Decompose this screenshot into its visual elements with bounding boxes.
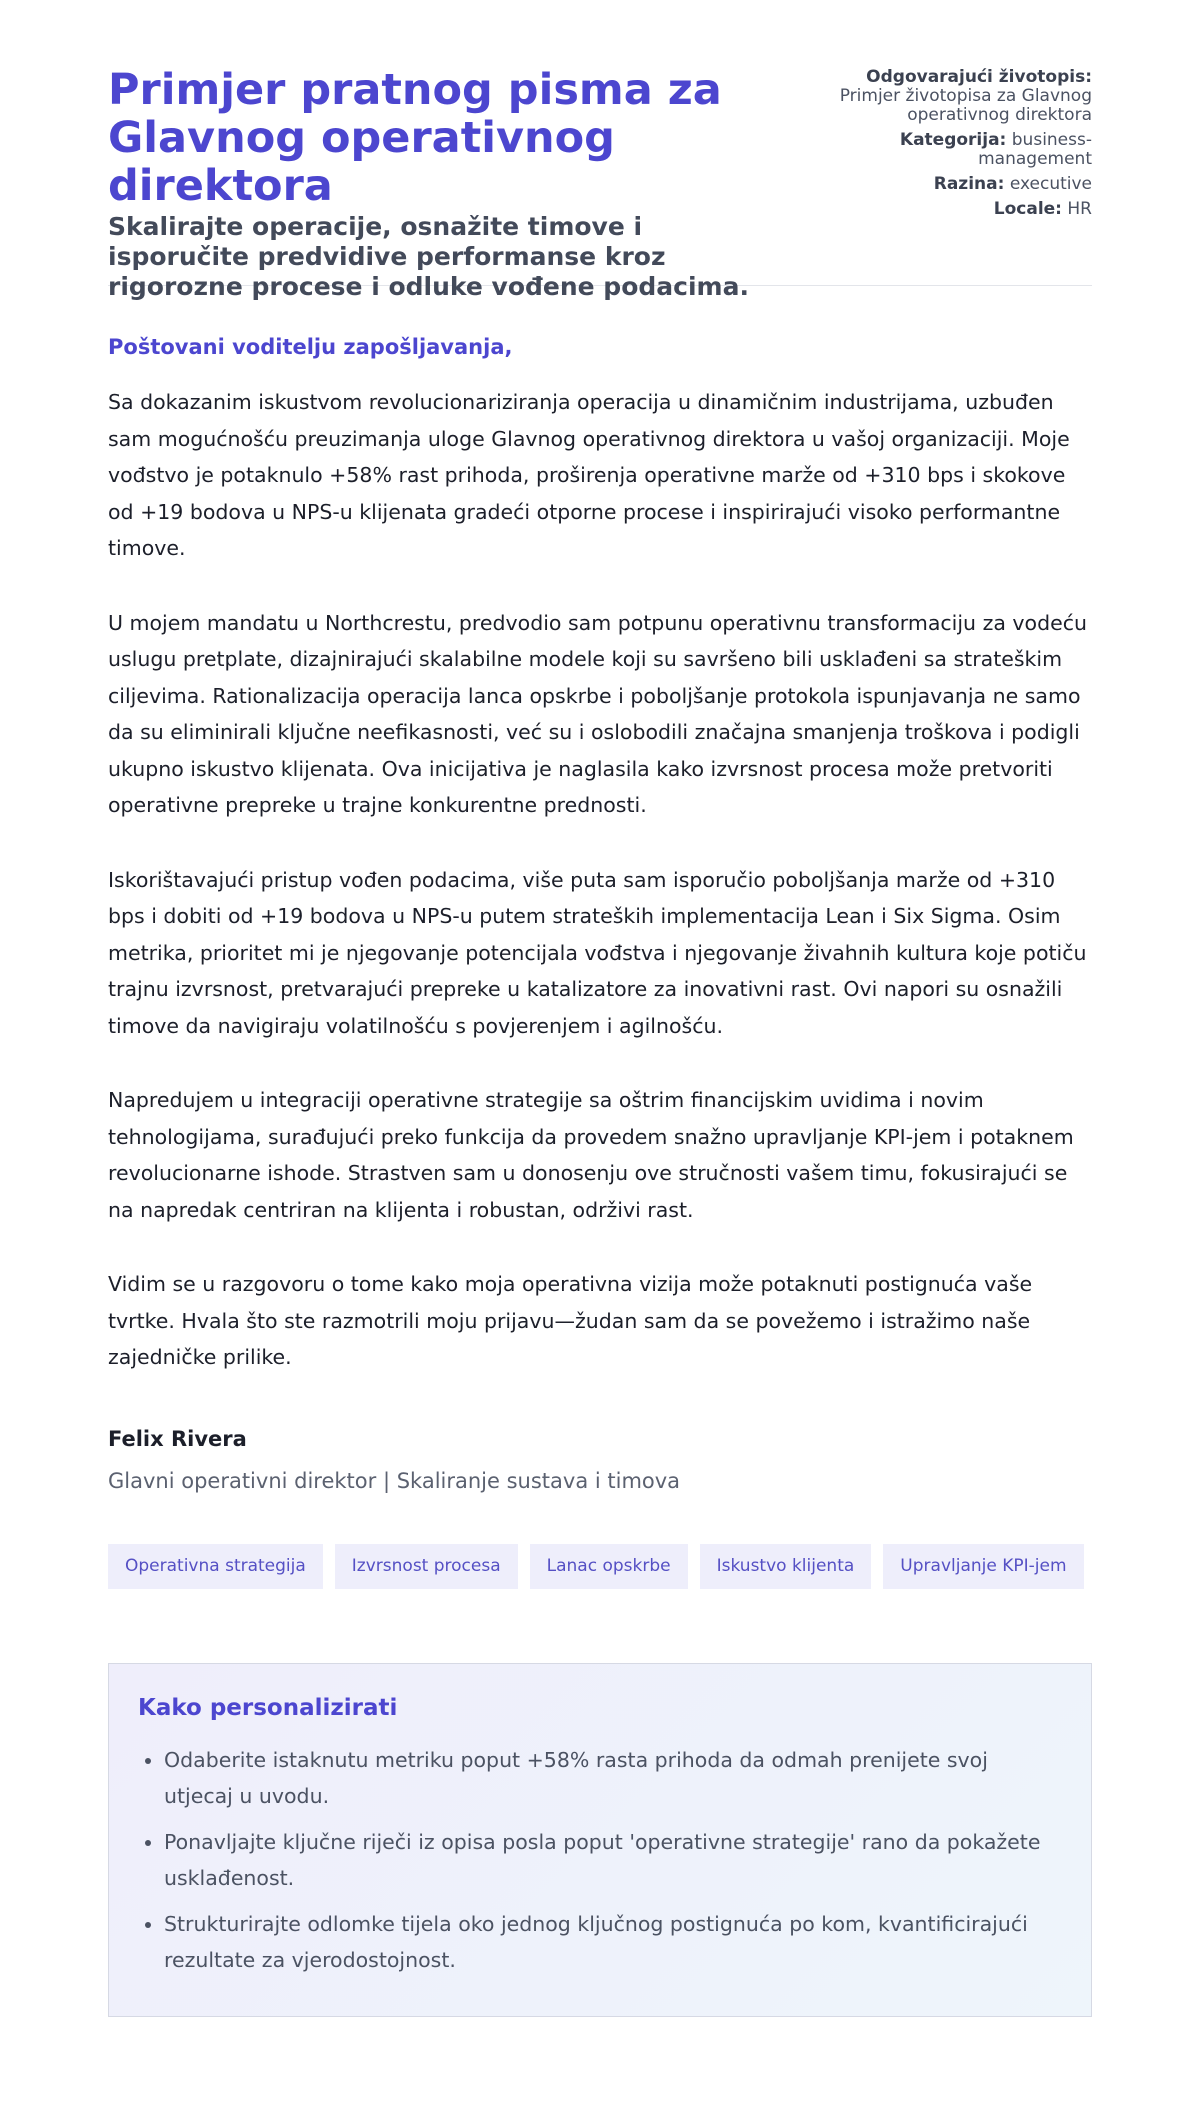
tips-list	[138, 1742, 1062, 1978]
letter-paragraph: Napredujem u integraciji operativne strategije sa oštrim financijskim uvidima i novim tehnologijama, surađujući preko funkcija da provedem snažno upravljanje KPI-jem i potaknem revolucionarne ishode. Strastven sam u donosenju ove stručnosti vašem timu, fokusirajući se na napredak centriran na klijenta i robustan, održivi rast.	[108, 1088, 1074, 1222]
skill-tag[interactable]: Operativna strategija	[108, 1544, 323, 1589]
meta-resume	[792, 68, 1092, 125]
meta-level	[792, 175, 1092, 194]
letter-paragraph: Iskorištavajući pristup vođen podacima, više puta sam isporučio poboljšanja marže od +310 bps i dobiti od +19 bodova u NPS-u putem strateških implementacija Lean i Six Sigma. Osim metrika, prioritet mi je njegovanje potencijala vođstva i njegovanje živahnih kultura koje potiču trajnu izvrsnost, pretvarajući prepreke u katalizatore za inovativni rast. Ovi napori su osnažili timove da navigiraju volatilnošću s povjerenjem i agilnošću.	[108, 867, 1087, 1038]
meta-resume-label: Odgovarajući životopis:	[866, 67, 1092, 87]
meta-panel	[792, 68, 1092, 225]
page-header	[108, 0, 1092, 301]
skill-tag[interactable]: Iskustvo klijenta	[700, 1544, 872, 1589]
skill-tag[interactable]: Lanac opskrbe	[530, 1544, 688, 1589]
meta-category	[792, 131, 1092, 169]
letter-paragraph: Vidim se u razgovoru o tome kako moja operativna vizija može potaknuti postignuća vaše tvrtke. Hvala što ste razmotrili moju prijavu—žudan sam da se povežemo i istražimo naše zajedničke prilike.	[108, 1272, 1033, 1369]
meta-locale-value: HR	[1067, 199, 1092, 219]
signature-role: Glavni operativni direktor | Skaliranje sustava i timova	[108, 1468, 681, 1493]
tips-title: Kako personalizirati	[138, 1694, 398, 1721]
page-title: Primjer pratnog pisma za Glavnog operativnog direktora	[108, 65, 722, 211]
tip-item: • Strukturirajte odlomke tijela oko jednog ključnog postignuća po kom, kvantificirajući rezultate za vjerodostojnost.	[164, 1906, 1062, 1978]
tip-item: • Odaberite istaknutu metriku poput +58% rasta prihoda da odmah prenijete svoj utjecaj u uvodu.	[164, 1742, 1062, 1814]
meta-resume-value[interactable]: Primjer životopisa za Glavnog operativnog direktora	[839, 86, 1092, 125]
letter-body	[108, 384, 1092, 1376]
personalization-tips-box	[108, 1663, 1092, 2017]
letter-paragraph: U mojem mandatu u Northcrestu, predvodio sam potpunu operativnu transformaciju za vodeću uslugu pretplate, dizajnirajući skalabilne modele koji su savršeno bili usklađeni sa strateškim ciljevima. Rationalizacija operacija lanca opskrbe i poboljšanje protokola ispunjavanja ne samo da su eliminirali ključne neefikasnosti, već su i oslobodili značajna smanjenja troškova i podigli ukupno iskustvo klijenata. Ova inicijativa je naglasila kako izvrsnost procesa može pretvoriti operativne prepreke u trajne konkurentne prednosti.	[108, 610, 1087, 817]
meta-locale	[792, 200, 1092, 219]
skill-tag[interactable]: Upravljanje KPI-jem	[883, 1544, 1083, 1589]
page-subtitle: Skalirajte operacije, osnažite timove i isporučite predvidive performanse kroz rigorozne procese i odluke vođene podacima.	[108, 212, 749, 301]
meta-locale-label: Locale:	[993, 199, 1062, 219]
meta-level-value: executive	[1009, 174, 1092, 194]
meta-level-label: Razina:	[933, 174, 1005, 194]
letter-greeting: Poštovani voditelju zapošljavanja,	[108, 335, 513, 359]
signature-name: Felix Rivera	[108, 1426, 247, 1451]
tip-item: • Ponavljajte ključne riječi iz opisa posla poput 'operativne strategije' rano da pokažete usklađenost.	[164, 1824, 1062, 1896]
meta-category-value: business-management	[978, 130, 1092, 169]
meta-category-label: Kategorija:	[899, 130, 1007, 150]
skill-tag[interactable]: Izvrsnost procesa	[335, 1544, 518, 1589]
letter-paragraph: Sa dokazanim iskustvom revolucionariziranja operacija u dinamičnim industrijama, uzbuđen sam mogućnošću preuzimanja uloge Glavnog operativnog direktora u vašoj organizaciji. Moje vođstvo je potaknulo +58% rast prihoda, proširenja operativne marže od +310 bps i skokove od +19 bodova u NPS-u klijenata gradeći otporne procese i inspirirajući visoko performantne timove.	[108, 390, 1070, 560]
skill-tags	[108, 1544, 1092, 1589]
